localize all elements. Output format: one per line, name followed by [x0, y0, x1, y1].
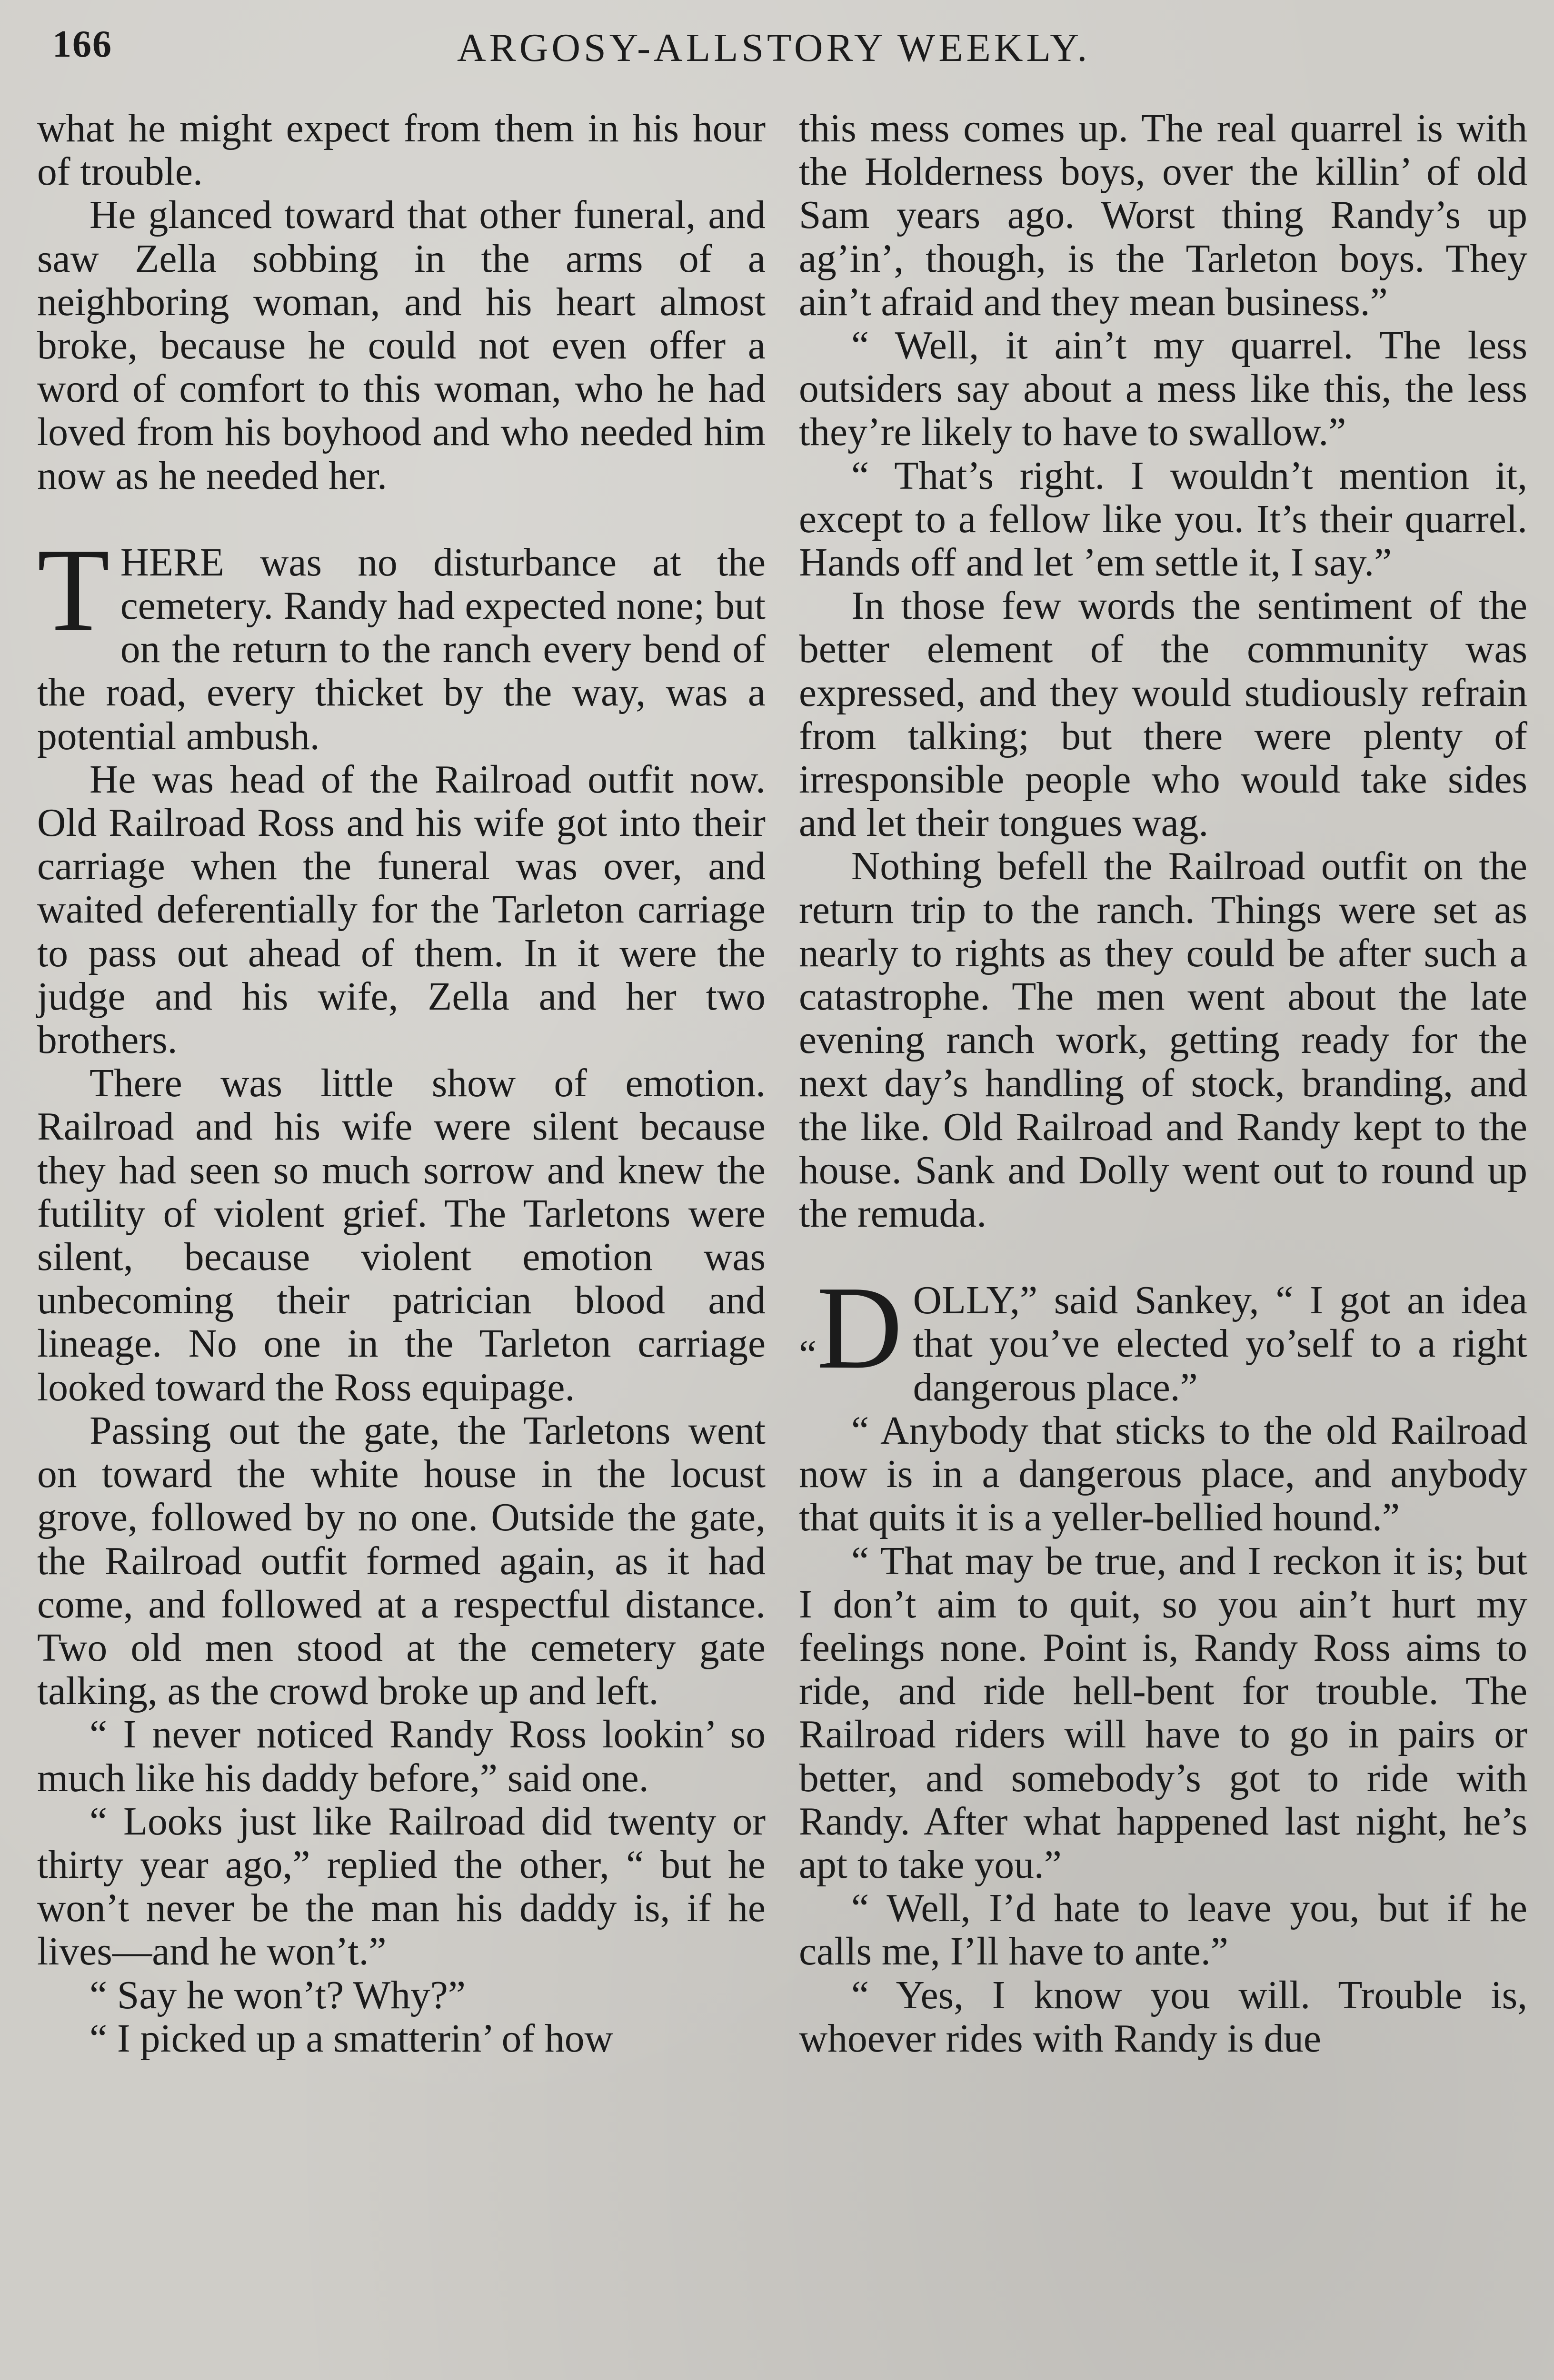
paragraph: “ That’s right. I wouldn’t mention it, except to a fellow like you. It’s their quarrel. Hands off and let ’em settle it, I say.” — [799, 454, 1527, 585]
paragraph: “ Yes, I know you will. Trouble is, whoever rides with Randy is due — [799, 1973, 1527, 2061]
right-column — [799, 107, 1527, 2061]
magazine-title: ARGOSY-ALLSTORY WEEKLY. — [457, 26, 1091, 70]
paragraph: There was little show of emotion. Railroad and his wife were silent because they had seen so much sorrow and knew the futility of violent grief. The Tarletons were silent, because violent emotion was unbecoming their patrician blood and lineage. No one in the Tarleton carriage looked toward the Ross equipage. — [37, 1061, 766, 1409]
section-opening-paragraph — [799, 1262, 1527, 1409]
paragraph: Passing out the gate, the Tarletons went on toward the white house in the locust grove, followed by no one. Outside the gate, the Railroad outfit formed again, as it had come, and followed at a respectful distance. Two old men stood at the cemetery gate talking, as the crowd broke up and left. — [37, 1408, 766, 1714]
paragraph: “ That may be true, and I reckon it is; but I don’t aim to quit, so you ain’t hurt my feelings none. Point is, Randy Ross aims to ride, and ride hell-bent for trouble. The Railroad riders will have to go in pairs or better, and somebody’s got to ride with Randy. After what happened last night, he’s apt to take you.” — [799, 1539, 1527, 1887]
paragraph: In those few words the sentiment of the better element of the community was expressed, and they would studiously refrain from talking; but there were plenty of irresponsible people who would take sides and let their tongues wag. — [799, 584, 1527, 845]
section-opening-paragraph — [37, 524, 766, 758]
paragraph: “ Well, it ain’t my quarrel. The less outsiders say about a mess like this, the less they’re likely to have to swallow.” — [799, 324, 1527, 455]
page-number: 166 — [52, 23, 112, 65]
left-column — [37, 107, 766, 2061]
paragraph: Nothing befell the Railroad outfit on the return trip to the ranch. Things were set as nearly to rights as they could be after such a catastrophe. The men went about the late evening ranch work, getting ready for the next day’s handling of stock, branding, and the like. Old Railroad and Randy kept to the house. Sank and Dolly went out to round up the remuda. — [799, 844, 1527, 1236]
paragraph: “ Looks just like Railroad did twenty or thirty year ago,” replied the other, “ but he won’t never be the man his daddy is, if he lives—and he won’t.” — [37, 1799, 766, 1974]
paragraph: He was head of the Railroad outfit now. Old Railroad Ross and his wife got into their carriage when the funeral was over, and waited deferentially for the Tarleton carriage to pass out ahead of them. In it were the judge and his wife, Zella and her two brothers. — [37, 757, 766, 1062]
paragraph: “ Anybody that sticks to the old Railroad now is in a dangerous place, and anybody that quits it is a yeller-bellied hound.” — [799, 1408, 1527, 1540]
paragraph: “ Well, I’d hate to leave you, but if he calls me, I’ll have to ante.” — [799, 1886, 1527, 1974]
paragraph: what he might expect from them in his hour of trouble. — [37, 107, 766, 194]
opening-quote-mark: “ — [799, 1333, 817, 1377]
paragraph: “ I never noticed Randy Ross lookin’ so much like his daddy before,” said one. — [37, 1713, 766, 1800]
drop-cap: D — [817, 1262, 903, 1394]
paragraph-text: OLLY,” said Sankey, “ I got an idea that you’ve elected yo’self to a right dangerous place.” — [913, 1279, 1527, 1409]
paragraph: “ I picked up a smatterin’ of how — [90, 2016, 613, 2061]
paragraph: this mess comes up. The real quarrel is with the Holderness boys, over the killin’ of old Sam years ago. Worst thing Randy’s up ag’in’, though, is the Tarleton boys. They ain’t afraid and they mean business.” — [799, 107, 1527, 324]
paragraph-text: HERE was no disturbance at the cemetery. Randy had expected none; but on the return to the ranch every bend of the road, every thicket by the way, was a potential ambush. — [37, 540, 766, 758]
drop-cap: T — [37, 524, 110, 656]
paragraph: “ Say he won’t? Why?” — [90, 1973, 466, 2017]
drop-cap-with-quote — [799, 1262, 903, 1400]
paragraph: He glanced toward that other funeral, and saw Zella sobbing in the arms of a neighboring woman, and his heart almost broke, because he could not even offer a word of comfort to this woman, who he had loved from his boyhood and who needed him now as he needed her. — [37, 193, 766, 498]
page-header — [0, 13, 1554, 85]
